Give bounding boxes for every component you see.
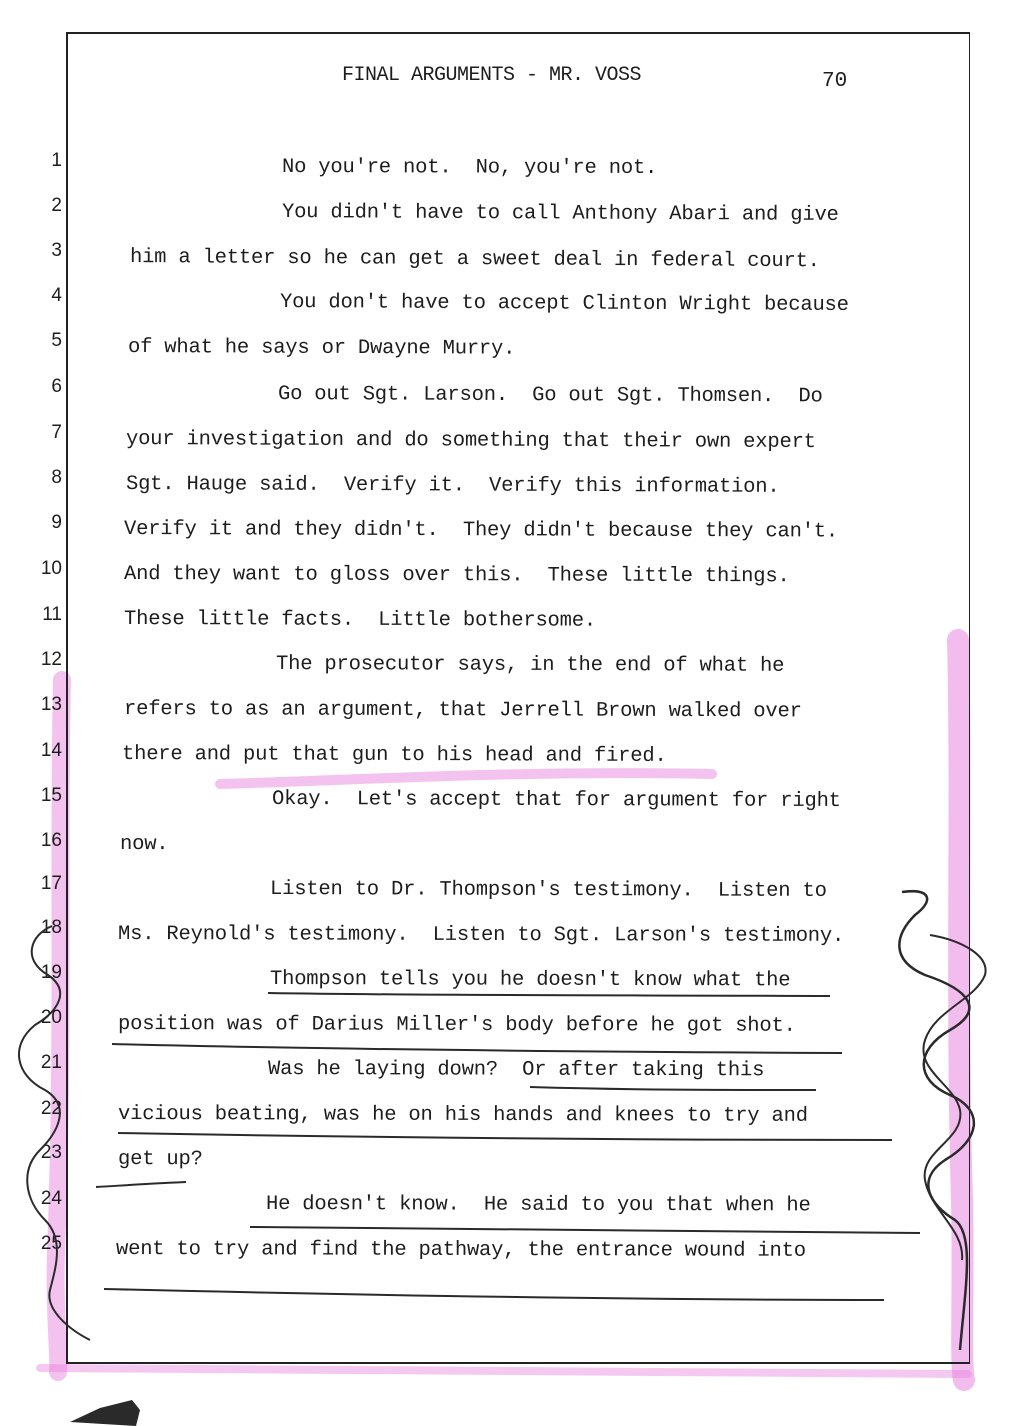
- line-number: 10: [40, 558, 62, 579]
- line-number: 6: [51, 376, 62, 397]
- line-number: 18: [40, 917, 62, 938]
- line-number: 22: [40, 1098, 62, 1119]
- transcript-line: of what he says or Dwayne Murry.: [127, 336, 516, 361]
- transcript-line: Sgt. Hauge said. Verify it. Verify this information.: [125, 473, 780, 499]
- line-number: 12: [40, 649, 62, 670]
- transcript-line: vicious beating, was he on his hands and knees to try and: [117, 1103, 808, 1128]
- transcript-line: He doesn't know. He said to you that when he: [265, 1193, 811, 1218]
- transcript-line: Listen to Dr. Thompson's testimony. Listen to: [269, 878, 827, 903]
- bottom-highlighter-stroke: [40, 1368, 968, 1374]
- transcript-line: now.: [119, 833, 169, 857]
- transcript-line: get up?: [117, 1148, 203, 1172]
- line-number: 25: [40, 1233, 62, 1254]
- transcript-line: Verify it and they didn't. They didn't because they can't.: [123, 518, 839, 544]
- page-title: FINAL ARGUMENTS - MR. VOSS: [342, 64, 642, 87]
- transcript-line: These little facts. Little bothersome.: [123, 608, 597, 633]
- line-number: 8: [51, 467, 62, 488]
- transcript-line: Go out Sgt. Larson. Go out Sgt. Thomsen. Do: [277, 383, 823, 409]
- transcript-line: Was he laying down? Or after taking this: [267, 1058, 765, 1083]
- bottom-left-smudge: [70, 1400, 140, 1426]
- line-number: 15: [40, 785, 62, 806]
- line-number: 9: [51, 512, 62, 533]
- transcript-line: him a letter so he can get a sweet deal in federal court.: [129, 246, 820, 274]
- line-number: 17: [40, 873, 62, 894]
- transcript-line: The prosecutor says, in the end of what he: [275, 653, 785, 678]
- transcript-line: Ms. Reynold's testimony. Listen to Sgt. Larson's testimony.: [117, 923, 845, 948]
- transcript-line: position was of Darius Miller's body before he got shot.: [117, 1013, 796, 1038]
- transcript-line: You don't have to accept Clinton Wright because: [279, 291, 849, 317]
- line-number: 4: [51, 285, 62, 306]
- line-number: 11: [42, 604, 62, 625]
- transcript-line: your investigation and do something that their own expert: [125, 428, 816, 455]
- line-number: 1: [51, 150, 62, 171]
- transcript-line: Okay. Let's accept that for argument for right: [271, 788, 841, 813]
- transcript-line: refers to as an argument, that Jerrell Brown walked over: [123, 698, 802, 724]
- line-number: 2: [51, 195, 62, 216]
- line-number: 7: [51, 422, 62, 443]
- transcript-line: You didn't have to call Anthony Abari and give: [281, 201, 839, 227]
- line-number: 13: [40, 694, 62, 715]
- line-number: 24: [40, 1188, 62, 1209]
- transcript-line: Thompson tells you he doesn't know what the: [269, 968, 791, 993]
- transcript-line: went to try and find the pathway, the entrance wound into: [115, 1238, 806, 1263]
- page-number: 70: [822, 70, 848, 93]
- transcript-line: No you're not. No, you're not.: [281, 156, 658, 180]
- transcript-line: And they want to gloss over this. These little things.: [123, 563, 790, 589]
- line-number: 21: [40, 1052, 62, 1073]
- line-number: 5: [51, 330, 62, 351]
- line-number: 23: [40, 1142, 62, 1163]
- line-number: 16: [40, 830, 62, 851]
- line-number: 20: [40, 1007, 62, 1028]
- line-number: 3: [51, 240, 62, 261]
- line-number: 19: [40, 962, 62, 983]
- line-number: 14: [40, 740, 62, 761]
- transcript-line: there and put that gun to his head and fired.: [121, 743, 667, 768]
